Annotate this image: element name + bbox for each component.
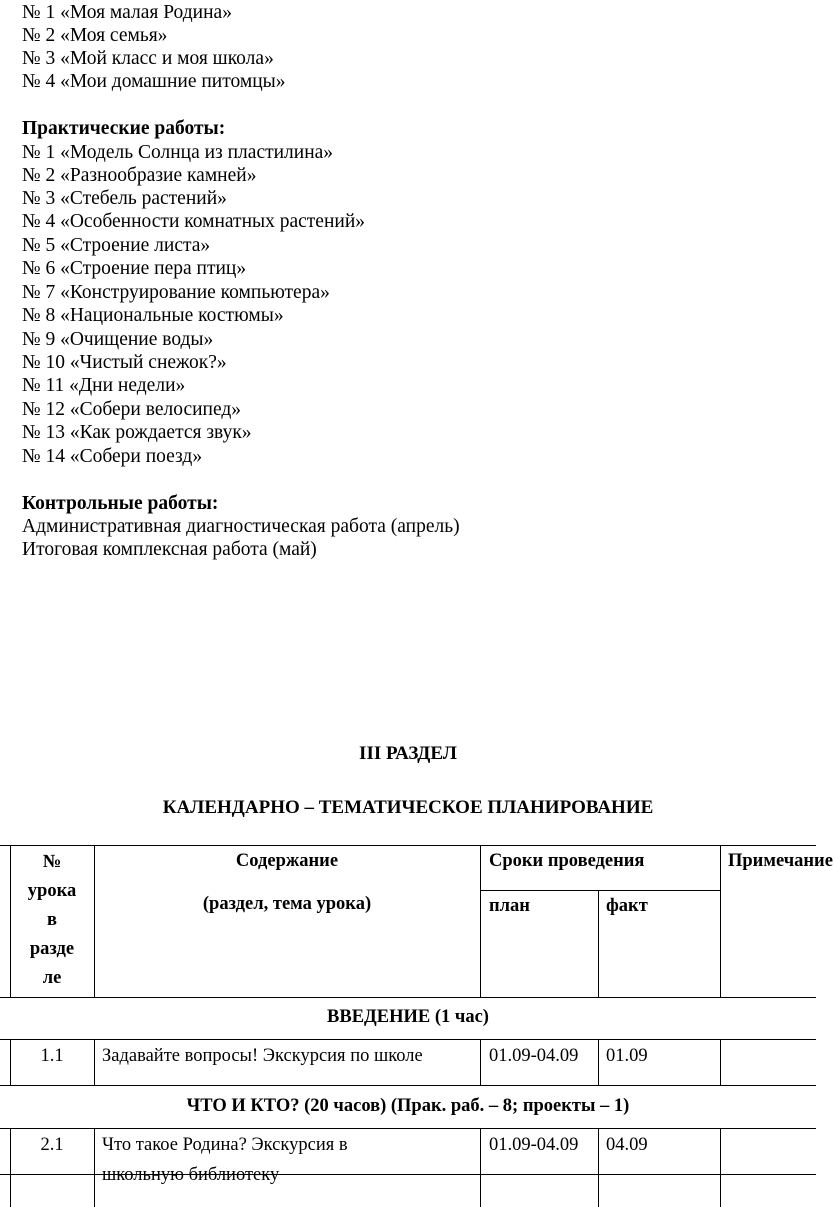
row2-number: 2.1 [40,1135,64,1155]
row1-fact: 01.09 [606,1046,648,1066]
list-item: № 3 «Стебель растений» [22,188,227,209]
row2-fact: 04.09 [606,1135,648,1155]
row2-topic: Что такое Родина? Экскурсия в школьную библиотеку [102,1135,348,1185]
control-heading: Контрольные работы: [22,493,219,514]
header-content-sub: (раздел, тема урока) [202,894,372,914]
list-item: № 7 «Конструирование компьютера» [22,282,330,303]
header-dates: Сроки проведения [489,851,645,871]
header-plan: план [489,896,530,916]
table-section-what-and-who: ЧТО И КТО? (20 часов) (Прак. раб. – 8; проекты – 1) [186,1096,630,1116]
row2-plan: 01.09-04.09 [489,1135,579,1155]
section-title: III РАЗДЕЛ [359,743,457,764]
list-item: № 4 «Особенности комнатных растений» [22,211,366,232]
list-item: № 2 «Разнообразие камней» [22,165,257,186]
list-item: № 13 «Как рождается звук» [22,422,252,443]
row1-number: 1.1 [40,1046,64,1066]
row1-topic: Задавайте вопросы! Экскурсия по школе [102,1046,423,1066]
list-item: № 4 «Мои домашние питомцы» [22,71,286,92]
list-item: Итоговая комплексная работа (май) [22,539,317,560]
list-item: № 6 «Строение пера птиц» [22,258,247,279]
plan-title: КАЛЕНДАРНО – ТЕМАТИЧЕСКОЕ ПЛАНИРОВАНИЕ [162,797,654,818]
list-item: № 8 «Национальные костюмы» [22,305,284,326]
list-item: № 2 «Моя семья» [22,25,168,46]
list-item: Административная диагностическая работа (апрель) [22,516,460,537]
planning-table [0,845,833,1207]
list-item: № 11 «Дни недели» [22,375,186,396]
list-item: № 1 «Моя малая Родина» [22,2,232,23]
list-item: № 10 «Чистый снежок?» [22,352,227,373]
row1-plan: 01.09-04.09 [489,1046,579,1066]
list-item: № 9 «Очищение воды» [22,329,214,350]
list-item: № 14 «Собери поезд» [22,446,203,467]
header-notes: Примечание [728,851,833,871]
list-item: № 5 «Строение листа» [22,235,211,256]
list-item: № 1 «Модель Солнца из пластилина» [22,142,334,163]
practical-heading: Практические работы: [22,118,226,139]
header-fact: факт [606,896,648,916]
header-lesson-number: № урока в разде ле [27,852,77,988]
list-item: № 3 «Мой класс и моя школа» [22,48,274,69]
header-content: Содержание [235,851,339,871]
list-item: № 12 «Собери велосипед» [22,399,242,420]
table-section-introduction: ВВЕДЕНИЕ (1 час) [327,1007,489,1027]
